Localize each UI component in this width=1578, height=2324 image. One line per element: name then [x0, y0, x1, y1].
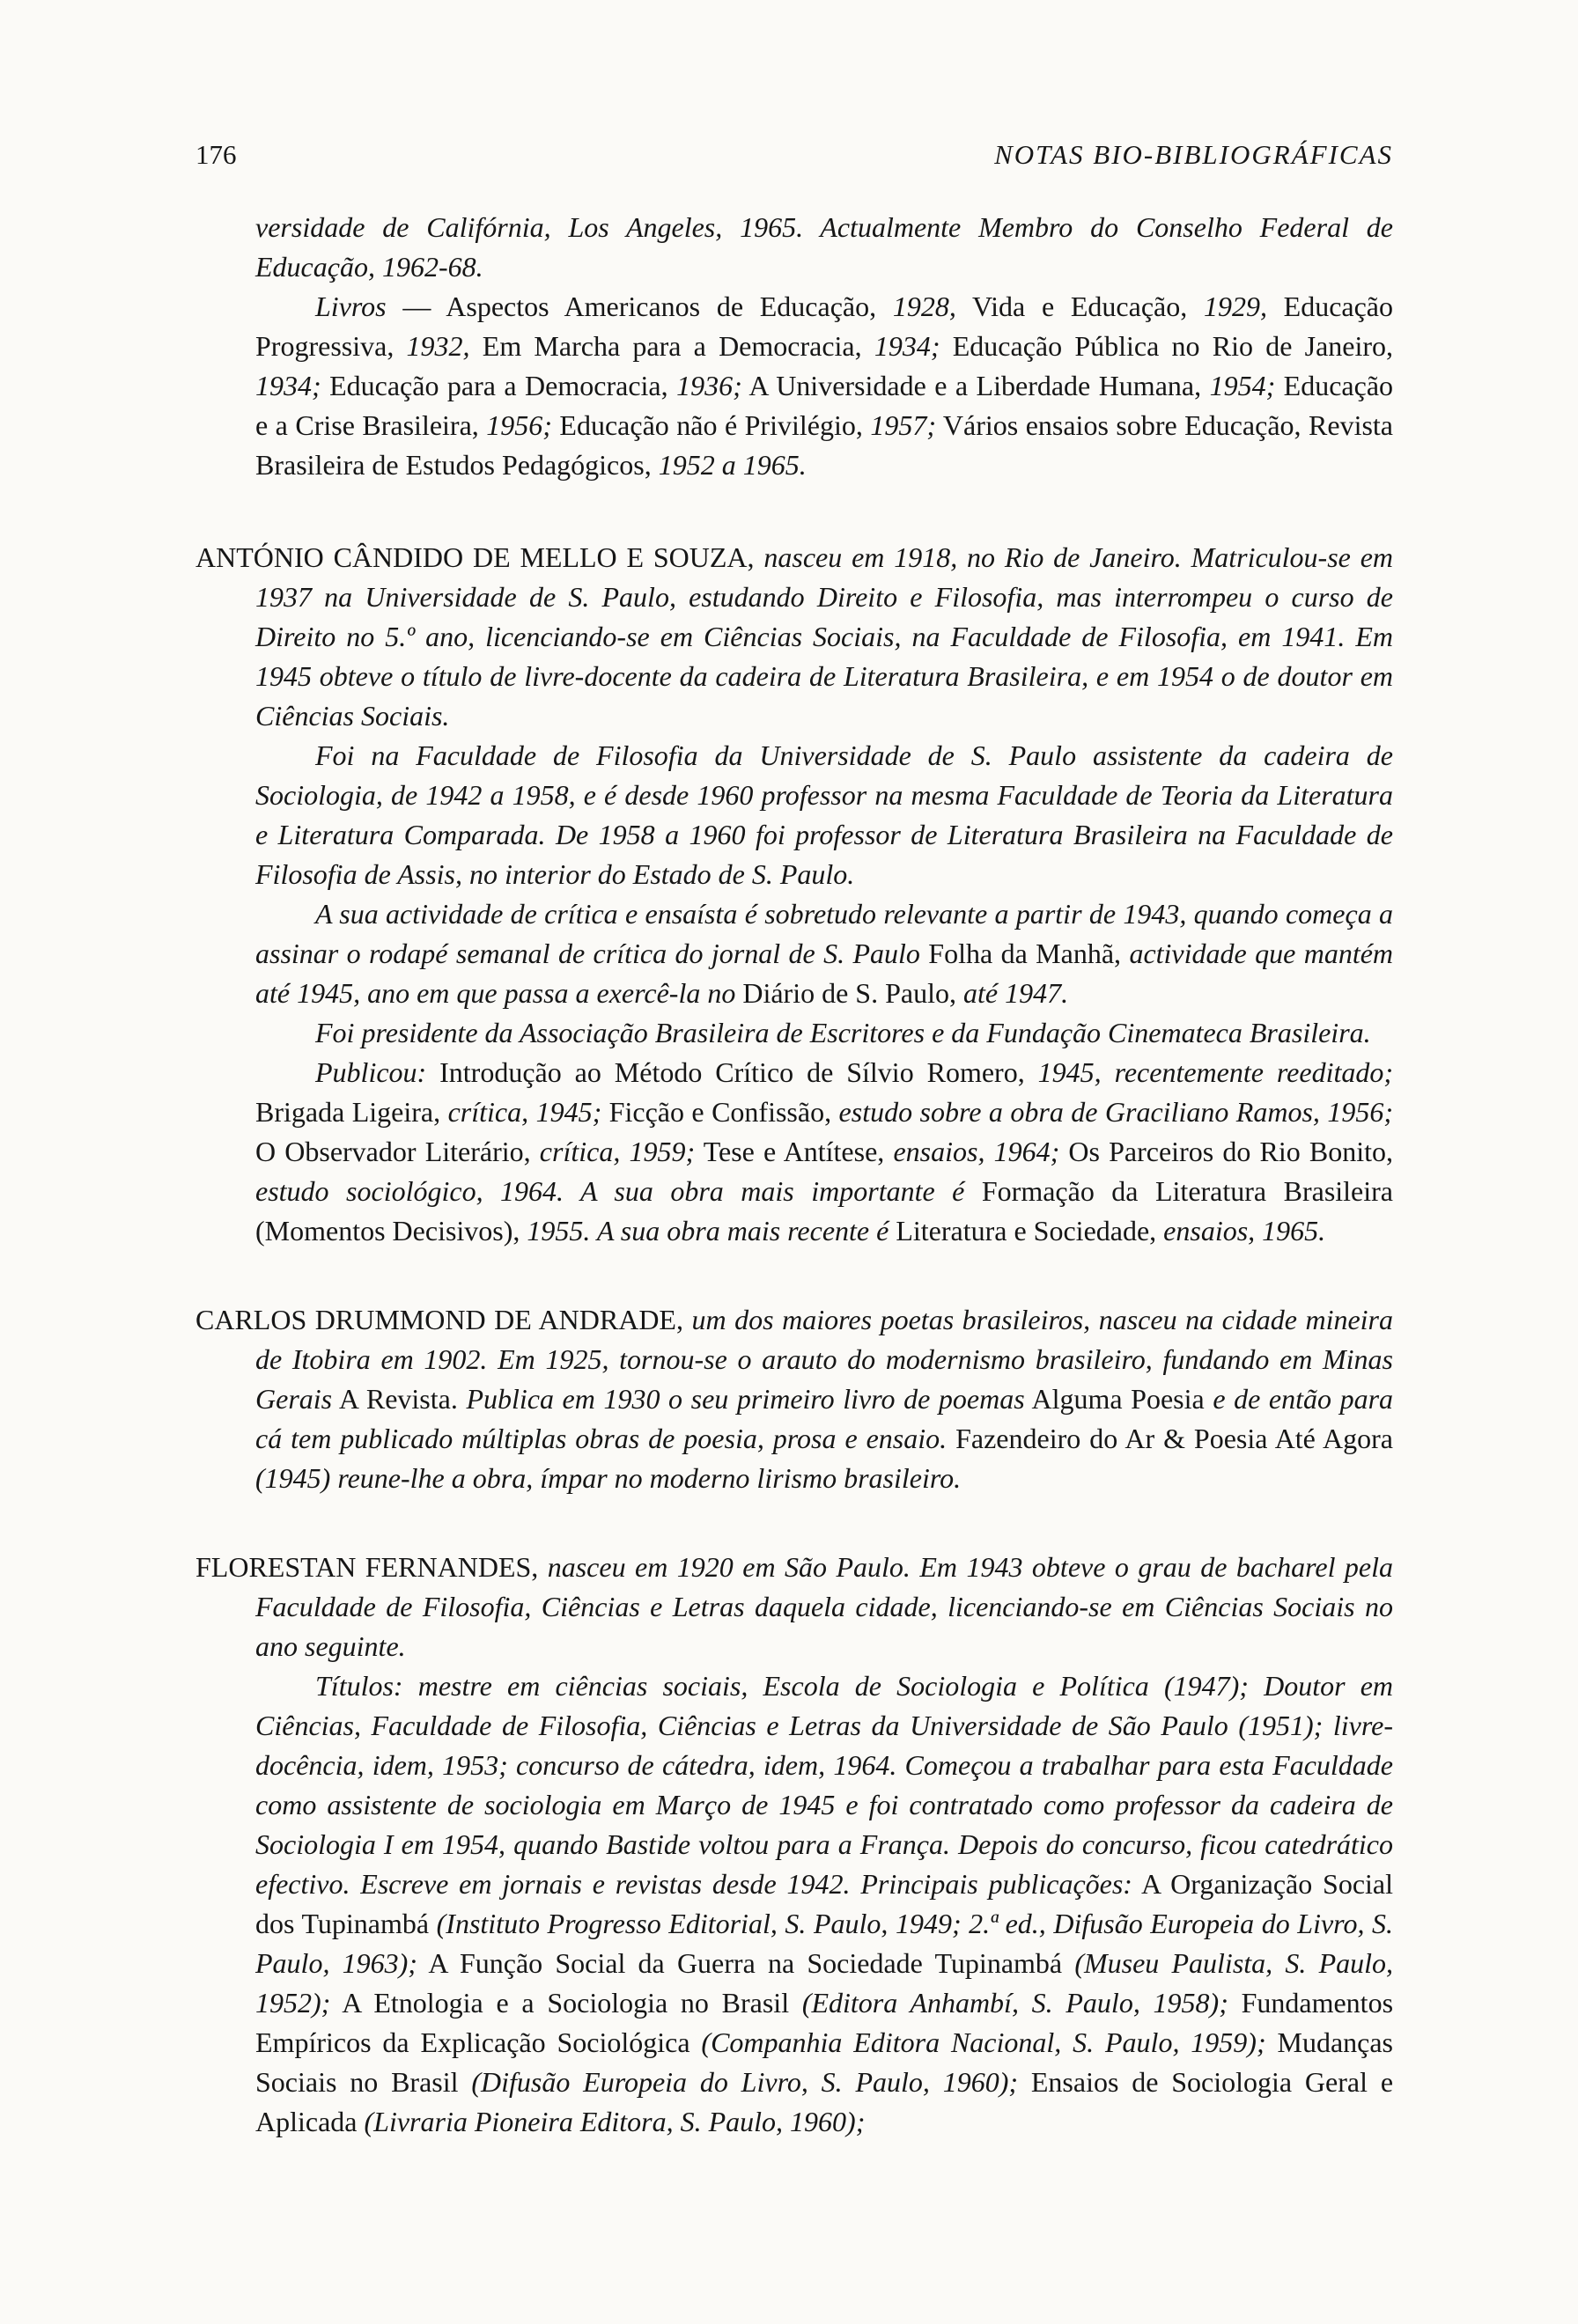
- entry-antonio-candido: [195, 538, 1393, 1251]
- entry-paragraph: Livros — Aspectos Americanos de Educação, 1928, Vida e Educação, 1929, Educação Progressiva, 1932, Em Marcha para a Democracia, 1934; Educação Pública no Rio de Janeiro, 1934; Educação para a Democracia, 1936; A Universidade e a Liberdade Humana, 1954; Educação e a Crise Brasileira, 1956; Educação não é Privilégio, 1957; Vários ensaios sobre Educação, Revista Brasileira de Estudos Pedagógicos, 1952 a 1965.: [255, 290, 1394, 481]
- entry-paragraph: Foi na Faculdade de Filosofia da Universidade de S. Paulo assistente da cadeira de Sociologia, de 1942 a 1958, e é desde 1960 professor na mesma Faculdade de Teoria da Literatura e Literatura Comparada. De 1958 a 1960 foi professor de Literatura Brasileira na Faculdade de Filosofia de Assis, no interior do Estado de S. Paulo.: [255, 739, 1393, 890]
- entry-name: ANTÓNIO CÂNDIDO DE MELLO E SOUZA,: [195, 541, 755, 573]
- running-title: NOTAS BIO-BIBLIOGRÁFICAS: [994, 139, 1393, 170]
- entry-gap: [195, 485, 1393, 538]
- entry-paragraph: Foi presidente da Associação Brasileira de Escritores e da Fundação Cinemateca Brasileira.: [315, 1017, 1371, 1048]
- page-body: [195, 208, 1393, 2142]
- entry-gap: [195, 1251, 1393, 1300]
- entry-paragraph: A sua actividade de crítica e ensaísta é sobretudo relevante a partir de 1943, quando começa a assinar o rodapé semanal de crítica do jornal de S. Paulo Folha da Manhã, actividade que mantém até 1945, ano em que passa a exercê-la no Diário de S. Paulo, até 1947.: [255, 898, 1394, 1009]
- page-number: 176: [195, 139, 237, 170]
- entry-gap: [195, 1498, 1393, 1548]
- entry-paragraph: ANTÓNIO CÂNDIDO DE MELLO E SOUZA, nasceu em 1918, no Rio de Janeiro. Matriculou-se em 1937 na Universidade de S. Paulo, estudando Direito e Filosofia, mas interrompeu o curso de Direito no 5.º ano, licenciando-se em Ciências Sociais, na Faculdade de Filosofia, em 1941. Em 1945 obteve o título de livre-docente da cadeira de Literatura Brasileira, e em 1954 o de doutor em Ciências Sociais.: [195, 541, 1394, 732]
- entry-name: CARLOS DRUMMOND DE ANDRADE,: [195, 1304, 683, 1335]
- entry-continuation: [195, 208, 1393, 485]
- entry-paragraph: FLORESTAN FERNANDES, nasceu em 1920 em São Paulo. Em 1943 obteve o grau de bacharel pela Faculdade de Filosofia, Ciências e Letras daquela cidade, licenciando-se em Ciências Sociais no ano seguinte.: [195, 1551, 1393, 1662]
- page-header: [195, 139, 1393, 171]
- entry-name: FLORESTAN FERNANDES,: [195, 1551, 539, 1583]
- entry-paragraph: Títulos: mestre em ciências sociais, Escola de Sociologia e Política (1947); Doutor em Ciências, Faculdade de Filosofia, Ciências e Letras da Universidade de São Paulo (1951); livre-docência, idem, 1953; concurso de cátedra, idem, 1964. Começou a trabalhar para esta Faculdade como assistente de sociologia em Março de 1945 e foi contratado como professor da cadeira de Sociologia I em 1954, quando Bastide voltou para a França. Depois do concurso, ficou catedrático efectivo. Escreve em jornais e revistas desde 1942. Principais publicações: A Organização Social dos Tupinambá (Instituto Progresso Editorial, S. Paulo, 1949; 2.ª ed., Difusão Europeia do Livro, S. Paulo, 1963); A Função Social da Guerra na Sociedade Tupinambá (Museu Paulista, S. Paulo, 1952); A Etnologia e a Sociologia no Brasil (Editora Anhambí, S. Paulo, 1958); Fundamentos Empíricos da Explicação Sociológica (Companhia Editora Nacional, S. Paulo, 1959); Mudanças Sociais no Brasil (Difusão Europeia do Livro, S. Paulo, 1960); Ensaios de Sociologia Geral e Aplicada (Livraria Pioneira Editora, S. Paulo, 1960);: [255, 1670, 1394, 2137]
- entry-paragraph: Publicou: Introdução ao Método Crítico de Sílvio Romero, 1945, recentemente reeditado; Brigada Ligeira, crítica, 1945; Ficção e Confissão, estudo sobre a obra de Graciliano Ramos, 1956; O Observador Literário, crítica, 1959; Tese e Antítese, ensaios, 1964; Os Parceiros do Rio Bonito, estudo sociológico, 1964. A sua obra mais importante é Formação da Literatura Brasileira (Momentos Decisivos), 1955. A sua obra mais recente é Literatura e Sociedade, ensaios, 1965.: [255, 1056, 1394, 1247]
- entry-florestan: [195, 1548, 1393, 2142]
- entry-paragraph: CARLOS DRUMMOND DE ANDRADE, um dos maiores poetas brasileiros, nasceu na cidade mineira de Itobira em 1902. Em 1925, tornou-se o arauto do modernismo brasileiro, fundando em Minas Gerais A Revista. Publica em 1930 o seu primeiro livro de poemas Alguma Poesia e de então para cá tem publicado múltiplas obras de poesia, prosa e ensaio. Fazendeiro do Ar & Poesia Até Agora (1945) reune-lhe a obra, ímpar no moderno lirismo brasileiro.: [195, 1304, 1394, 1494]
- entry-drummond: [195, 1300, 1393, 1498]
- entry-paragraph: versidade de Califórnia, Los Angeles, 1965. Actualmente Membro do Conselho Federal de Educação, 1962-68.: [255, 211, 1393, 283]
